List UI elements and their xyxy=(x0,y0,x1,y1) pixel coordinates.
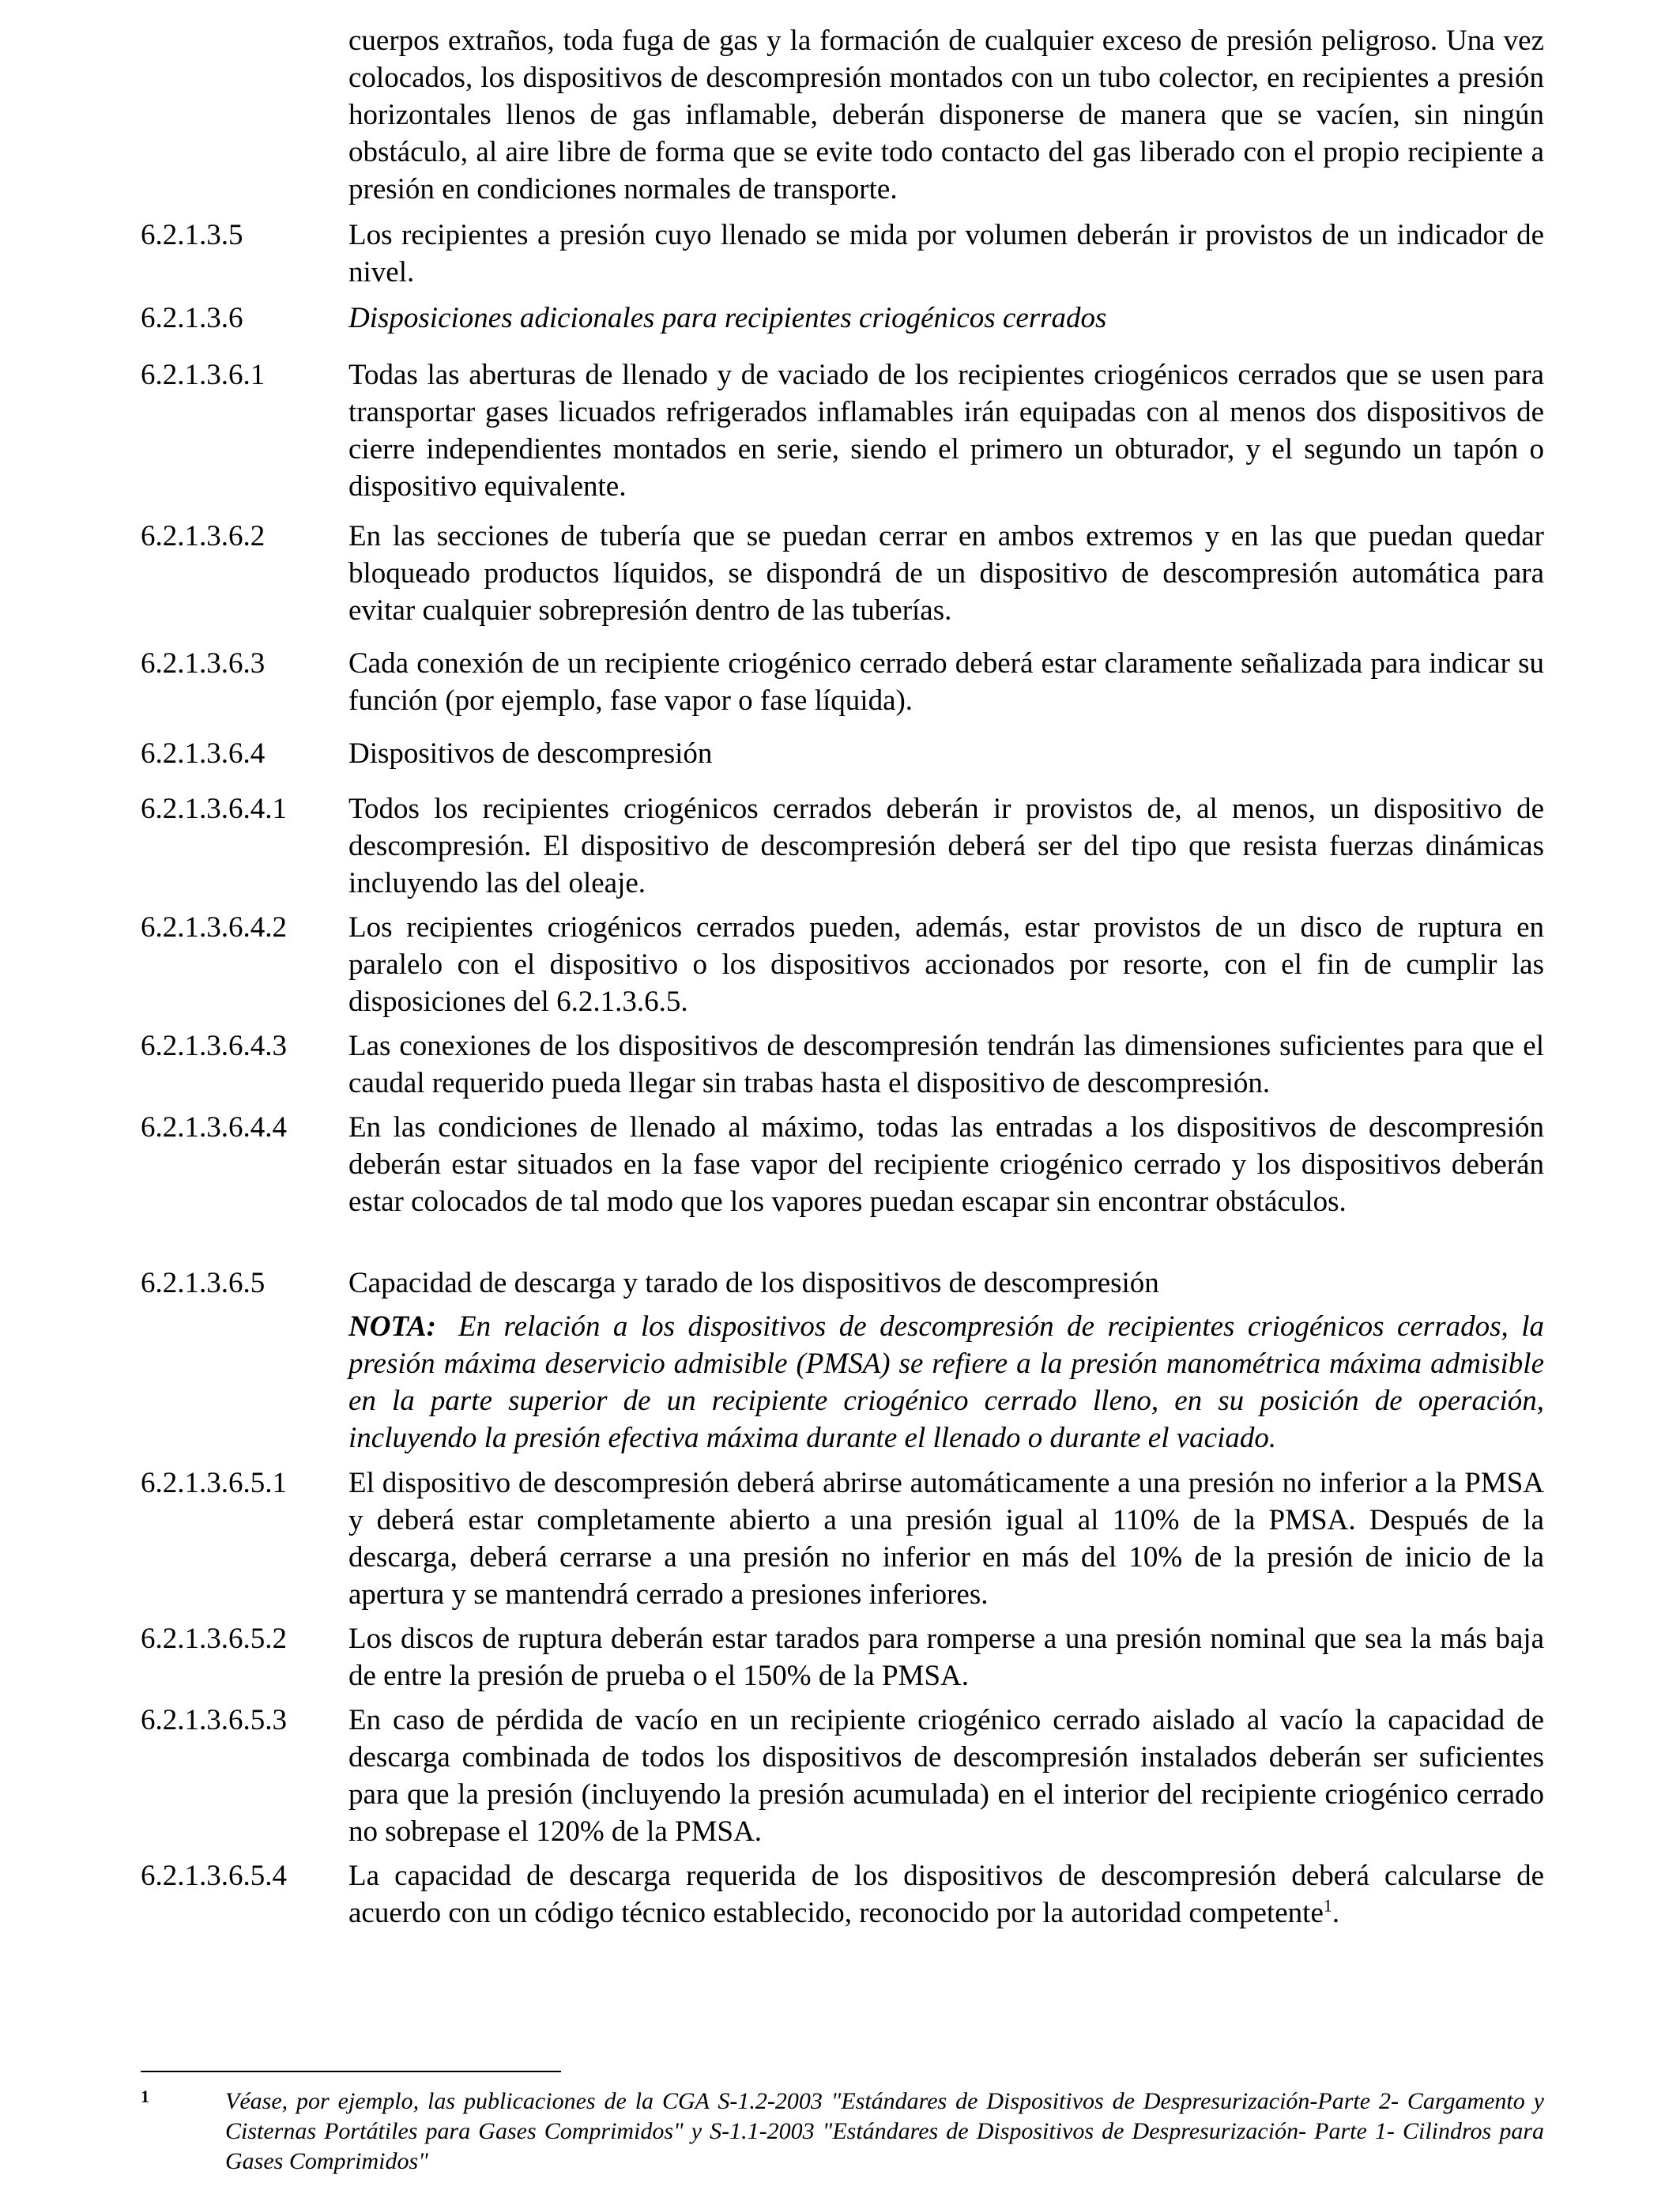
section-number: 6.2.1.3.6.5 xyxy=(141,1267,266,1299)
section-number: 6.2.1.3.6.4.3 xyxy=(141,1030,287,1062)
nota-label: NOTA: xyxy=(348,1310,436,1343)
section-6-2-1-3-5 xyxy=(141,217,1544,291)
section-6-2-1-3-6-3 xyxy=(141,645,1544,719)
footnote-text: Véase, por ejemplo, las publicaciones de la CGA S-1.2-2003 "Estándares de Dispositivos de Despresurización-Parte 2- Cargamento y Cisternas Portátiles para Gases Comprimidos" y S-1.1-2003 "Estándares de Dispositivos de Despresurización- Parte 1- Cilindros para Gases Comprimidos" xyxy=(225,2088,1544,2174)
footnote-reference[interactable]: 1 xyxy=(1323,1895,1332,1916)
footnote xyxy=(141,2087,1544,2177)
section-number: 6.2.1.3.6.4.2 xyxy=(141,911,287,944)
section-heading: Dispositivos de descompresión xyxy=(348,737,713,770)
section-text: Todas las aberturas de llenado y de vaciado de los recipientes criogénicos cerrados que se usen para transportar gases licuados refrigerados inflamables irán equipadas con al menos dos dispositivos de cierre independientes montados en serie, siendo el primero un obturador, y el segundo un tapón o dispositivo equivalente. xyxy=(348,359,1544,503)
section-6-2-1-3-6-5-3 xyxy=(141,1702,1544,1850)
section-number: 6.2.1.3.6.4 xyxy=(141,737,266,770)
section-6-2-1-3-6 xyxy=(141,300,1544,337)
continuation-text: cuerpos extraños, toda fuga de gas y la formación de cualquier exceso de presión peligroso. Una vez colocados, los dispositivos de descompresión montados con un tubo colector, en recipientes a presión horizontales llenos de gas inflamable, deberán disponerse de manera que se vacíen, sin ningún obstáculo, al aire libre de forma que se evite todo contacto del gas liberado con el propio recipiente a presión en condiciones normales de transporte. xyxy=(348,25,1544,205)
section-heading: Capacidad de descarga y tarado de los dispositivos de descompresión xyxy=(348,1267,1159,1299)
section-text: El dispositivo de descompresión deberá abrirse automáticamente a una presión no inferior a la PMSA y deberá estar completamente abierto a una presión igual al 110% de la PMSA. Después de la descarga, deberá cerrarse a una presión no inferior en más del 10% de la presión de inicio de la apertura y se mantendrá cerrado a presiones inferiores. xyxy=(348,1467,1544,1611)
section-text: En las secciones de tubería que se puedan cerrar en ambos extremos y en las que puedan quedar bloqueado productos líquidos, se dispondrá de un dispositivo de descompresión automática para evitar cualquier sobrepresión dentro de las tuberías. xyxy=(348,520,1544,627)
section-6-2-1-3-6-4 xyxy=(141,735,1544,772)
section-number: 6.2.1.3.6.1 xyxy=(141,359,266,391)
section-text: Las conexiones de los dispositivos de descompresión tendrán las dimensiones suficientes para que el caudal requerido pueda llegar sin trabas hasta el dispositivo de descompresión. xyxy=(348,1030,1544,1099)
section-6-2-1-3-6-2 xyxy=(141,518,1544,629)
section-text xyxy=(348,1857,1544,1932)
section-text: En caso de pérdida de vacío en un recipiente criogénico cerrado aislado al vacío la capacidad de descarga combinada de todos los dispositivos de descompresión instalados deberán ser suficientes para que la presión (incluyendo la presión acumulada) en el interior del recipiente criogénico cerrado no sobrepase el 120% de la PMSA. xyxy=(348,1704,1544,1848)
section-text-end: . xyxy=(1332,1897,1340,1929)
section-number: 6.2.1.3.6.5.2 xyxy=(141,1623,287,1655)
section-number: 6.2.1.3.6.5.4 xyxy=(141,1860,287,1892)
footnote-number: 1 xyxy=(141,2087,149,2106)
section-number: 6.2.1.3.6.4.1 xyxy=(141,793,287,825)
section-number: 6.2.1.3.6.4.4 xyxy=(141,1111,287,1144)
section-6-2-1-3-6-5-1 xyxy=(141,1465,1544,1613)
section-text: Los recipientes criogénicos cerrados pueden, además, estar provistos de un disco de ruptura en paralelo con el dispositivo o los dispositivos accionados por resorte, con el fin de cumplir las disposiciones del 6.2.1.3.6.5. xyxy=(348,911,1544,1018)
continuation-paragraph xyxy=(141,22,1544,208)
section-number: 6.2.1.3.5 xyxy=(141,219,243,251)
section-text: En las condiciones de llenado al máximo, todas las entradas a los dispositivos de descompresión deberán estar situados en la fase vapor del recipiente criogénico cerrado y los dispositivos deberán estar colocados de tal modo que los vapores puedan escapar sin encontrar obstáculos. xyxy=(348,1111,1544,1218)
section-number: 6.2.1.3.6.5.1 xyxy=(141,1467,287,1499)
section-6-2-1-3-6-1 xyxy=(141,356,1544,505)
section-6-2-1-3-6-5-4 xyxy=(141,1857,1544,1932)
footnote-separator xyxy=(141,2071,561,2072)
section-text: Los recipientes a presión cuyo llenado se mida por volumen deberán ir provistos de un indicador de nivel. xyxy=(348,219,1544,288)
section-6-2-1-3-6-5-2 xyxy=(141,1620,1544,1695)
section-6-2-1-3-6-5 xyxy=(141,1265,1544,1457)
nota-text: En relación a los dispositivos de descompresión de recipientes criogénicos cerrados, la presión máxima deservicio admisible (PMSA) se refiere a la presión manométrica máxima admisible en la parte superior de un recipiente criogénico cerrado lleno, en su posición de operación, incluyendo la presión efectiva máxima durante el llenado o durante el vaciado. xyxy=(348,1310,1544,1454)
section-number: 6.2.1.3.6.3 xyxy=(141,647,266,680)
section-number: 6.2.1.3.6.2 xyxy=(141,520,266,552)
section-6-2-1-3-6-4-3 xyxy=(141,1027,1544,1102)
section-heading: Disposiciones adicionales para recipientes criogénicos cerrados xyxy=(348,302,1107,334)
section-text: Cada conexión de un recipiente criogénico cerrado deberá estar claramente señalizada para indicar su función (por ejemplo, fase vapor o fase líquida). xyxy=(348,647,1544,717)
section-text-body: La capacidad de descarga requerida de los dispositivos de descompresión deberá calcularse de acuerdo con un código técnico establecido, reconocido por la autoridad competente xyxy=(348,1860,1544,1929)
section-6-2-1-3-6-4-1 xyxy=(141,790,1544,902)
section-6-2-1-3-6-4-4 xyxy=(141,1109,1544,1220)
section-number: 6.2.1.3.6.5.3 xyxy=(141,1704,287,1736)
section-text: Los discos de ruptura deberán estar tarados para romperse a una presión nominal que sea la más baja de entre la presión de prueba o el 150% de la PMSA. xyxy=(348,1623,1544,1692)
section-6-2-1-3-6-4-2 xyxy=(141,909,1544,1020)
section-number: 6.2.1.3.6 xyxy=(141,302,243,334)
section-text: Todos los recipientes criogénicos cerrados deberán ir provistos de, al menos, un dispositivo de descompresión. El dispositivo de descompresión deberá ser del tipo que resista fuerzas dinámicas incluyendo las del oleaje. xyxy=(348,793,1544,899)
nota-block xyxy=(348,1308,1544,1457)
